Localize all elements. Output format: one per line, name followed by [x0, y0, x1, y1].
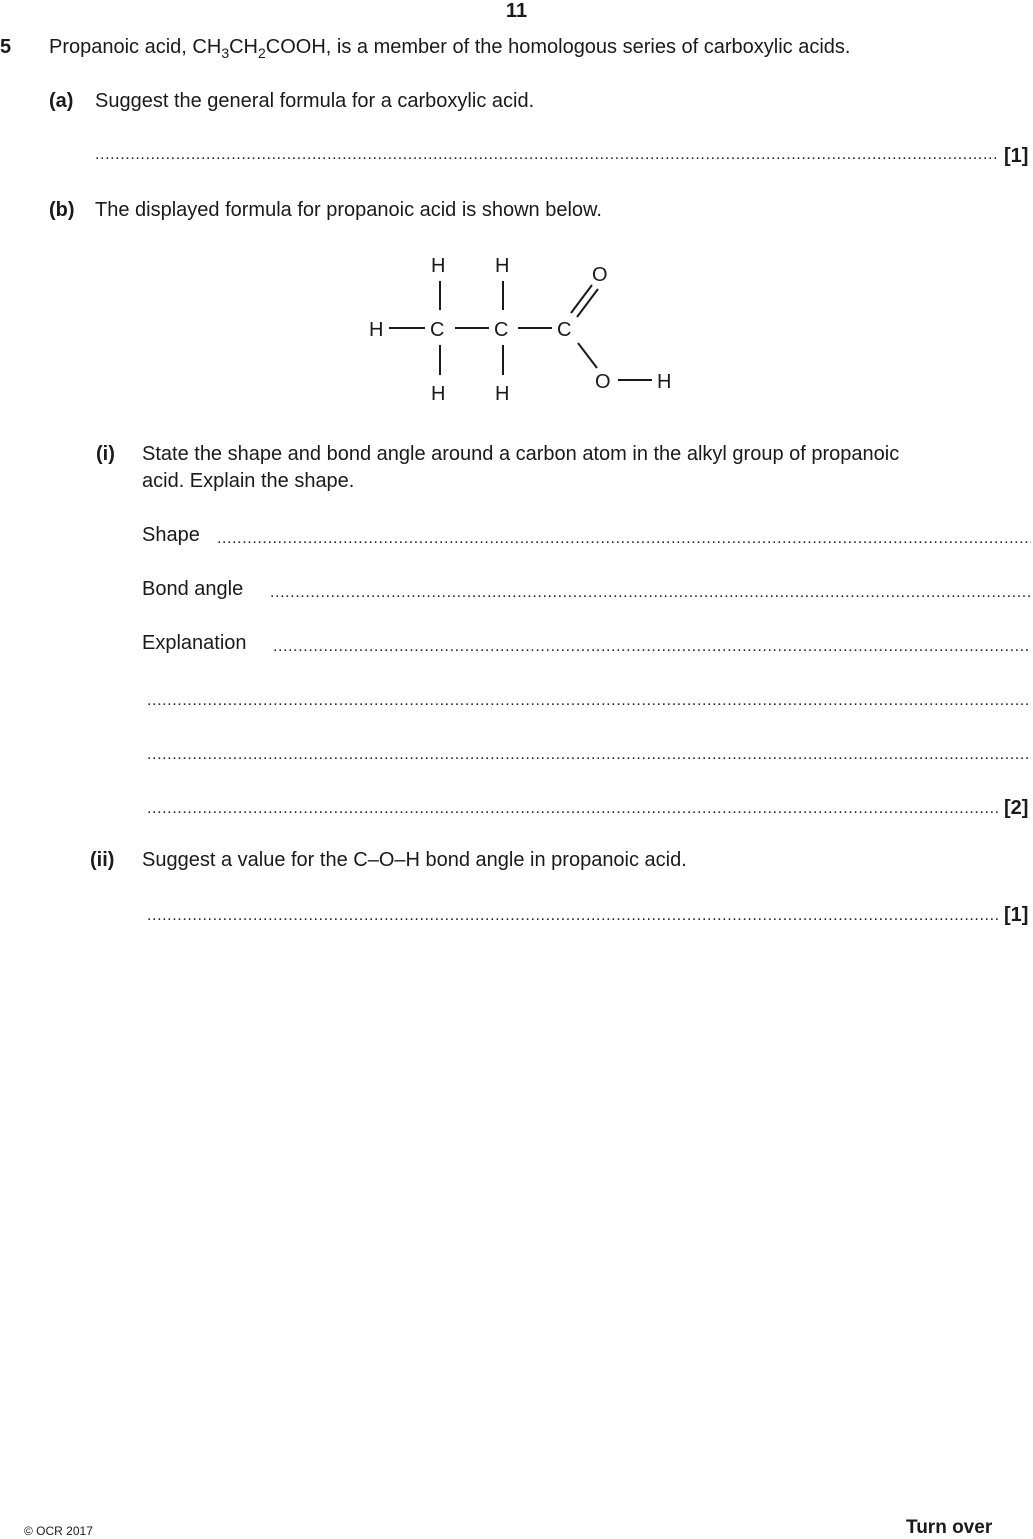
part-b-label: (b): [49, 199, 75, 221]
explanation-answer-line-4[interactable]: [147, 800, 999, 822]
bonds: [389, 281, 652, 380]
sub-ii-answer-line[interactable]: [147, 907, 999, 929]
atom-c1: C: [430, 319, 445, 341]
atom-o-double: O: [592, 264, 608, 286]
explanation-label: Explanation: [142, 632, 247, 654]
atom-h-c2-bottom: H: [495, 383, 510, 405]
bond-angle-answer-line[interactable]: [270, 584, 1031, 606]
shape-answer-line[interactable]: [217, 530, 1031, 552]
atom-o-single: O: [595, 371, 611, 393]
part-a-mark: [1]: [1004, 145, 1029, 167]
atom-c3: C: [557, 319, 572, 341]
explanation-answer-line-1[interactable]: [273, 638, 1031, 660]
part-a-label: (a): [49, 90, 74, 112]
turn-over-label: Turn over: [906, 1517, 993, 1538]
stem-prefix: Propanoic acid, CH: [49, 36, 222, 58]
page-number: 11: [505, 0, 528, 22]
atom-h-left: H: [369, 319, 384, 341]
sub-i-text-line1: State the shape and bond angle around a carbon atom in the alkyl group of propanoic: [142, 443, 900, 465]
sub-i-label: (i): [96, 443, 115, 465]
subscript-3: 3: [221, 45, 230, 61]
bond-c3-o-double-a: [571, 285, 592, 313]
question-stem: [49, 36, 850, 59]
question-number: 5: [0, 36, 12, 58]
copyright-notice: © OCR 2017: [24, 1524, 93, 1538]
part-a-text: Suggest the general formula for a carboxylic acid.: [95, 90, 535, 112]
subscript-2: 2: [258, 45, 266, 61]
atom-h-c1-bottom: H: [431, 383, 446, 405]
atom-h-c1-top: H: [431, 255, 446, 277]
bond-c3-o-double-b: [577, 289, 598, 317]
sub-ii-text: Suggest a value for the C–O–H bond angle in propanoic acid.: [142, 849, 687, 871]
stem-suffix: COOH, is a member of the homologous series of carboxylic acids.: [265, 36, 851, 58]
sub-i-text-line2: acid. Explain the shape.: [142, 470, 355, 492]
sub-ii-label: (ii): [90, 849, 115, 871]
part-b-text: The displayed formula for propanoic acid is shown below.: [95, 199, 602, 221]
explanation-answer-line-2[interactable]: [147, 692, 1031, 714]
sub-i-mark: [2]: [1004, 797, 1029, 819]
atom-h-oh: H: [657, 371, 672, 393]
part-a-answer-line[interactable]: [95, 146, 999, 168]
atom-h-c2-top: H: [495, 255, 510, 277]
atom-c2: C: [494, 319, 509, 341]
sub-ii-mark: [1]: [1004, 904, 1029, 926]
shape-label: Shape: [142, 524, 200, 546]
bond-c3-o-single: [578, 343, 597, 368]
explanation-answer-line-3[interactable]: [147, 746, 1031, 768]
bond-angle-label: Bond angle: [142, 578, 244, 600]
stem-mid: CH: [229, 36, 258, 58]
propanoic-acid-displayed-formula: [360, 245, 690, 415]
